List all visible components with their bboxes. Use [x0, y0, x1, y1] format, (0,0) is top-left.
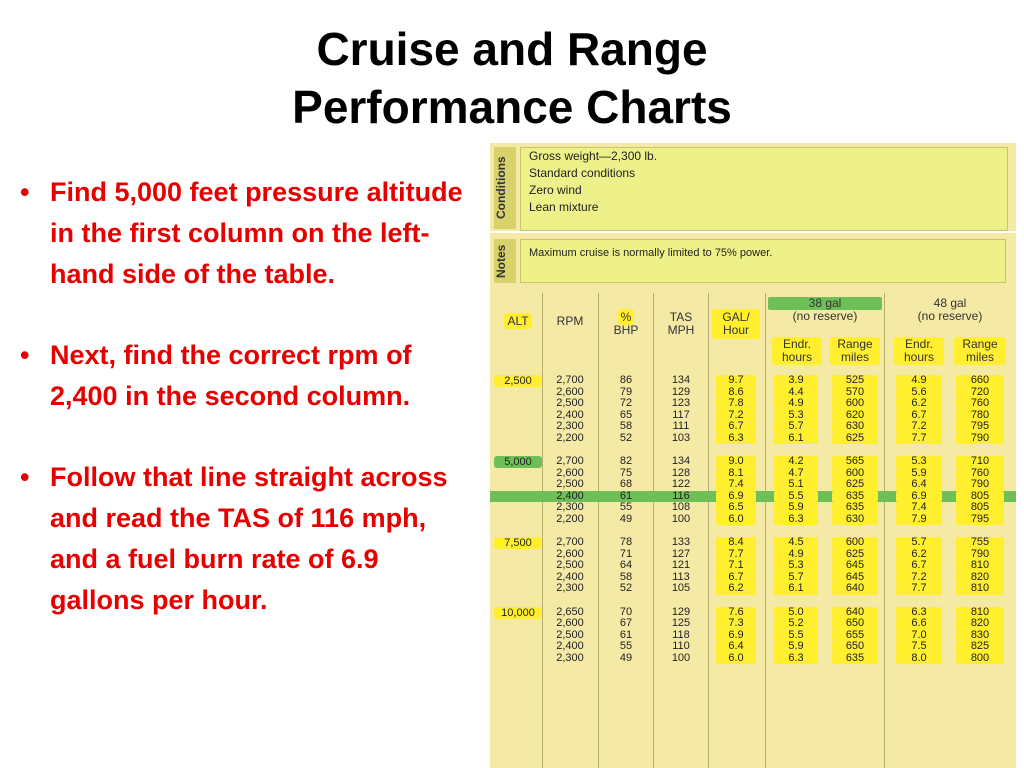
table-cell: 7.2 — [716, 410, 756, 422]
table-cell: 6.7 — [716, 421, 756, 433]
table-cell: 7.4 — [896, 502, 942, 514]
table-cell: 790 — [956, 433, 1004, 445]
bullet-item — [18, 335, 478, 417]
altitude-label: 7,500 — [494, 537, 542, 549]
table-cell: 4.2 — [774, 456, 818, 468]
table-cell: 49 — [619, 651, 633, 664]
table-cell: 600 — [832, 537, 878, 549]
table-cell: 6.2 — [716, 583, 756, 595]
table-cell: 9.7 — [716, 375, 756, 387]
table-cell: 7.7 — [896, 583, 942, 595]
table-cell: 2,700 — [556, 455, 584, 467]
table-cell: 127 — [671, 547, 691, 560]
table-cell: 6.2 — [896, 549, 942, 561]
table-cell: 755 — [956, 537, 1004, 549]
altitude-label: 5,000 — [494, 456, 542, 468]
table-row — [490, 641, 1016, 653]
table-cell: 4.9 — [896, 375, 942, 387]
table-cell: 635 — [832, 491, 878, 503]
table-cell: 780 — [956, 410, 1004, 422]
header-tas-1: TAS — [669, 310, 693, 324]
condition-line: Standard conditions — [529, 166, 636, 180]
table-cell: 2,300 — [556, 582, 584, 594]
table-row — [490, 375, 1016, 387]
table-cell: 67 — [619, 617, 633, 629]
bullet-dot-icon: • — [20, 340, 30, 370]
table-cell: 6.7 — [716, 572, 756, 584]
table-cell: 78 — [619, 536, 633, 548]
table-cell: 125 — [671, 617, 691, 629]
table-row — [490, 537, 1016, 549]
table-cell: 640 — [832, 583, 878, 595]
table-cell: 58 — [619, 420, 633, 432]
table-cell: 830 — [956, 630, 1004, 642]
table-cell: 8.1 — [716, 468, 756, 480]
table-cell: 5.6 — [896, 387, 942, 399]
header-endr-1: Endr. — [904, 337, 934, 351]
table-cell: 79 — [619, 385, 633, 398]
table-cell: 7.3 — [716, 618, 756, 630]
header-endr-2: hours — [903, 350, 935, 364]
table-cell: 75 — [619, 466, 633, 479]
bullet-list — [18, 172, 478, 661]
header-gal-2: Hour — [722, 323, 749, 337]
bullet-dot-icon: • — [20, 462, 30, 492]
table-row — [490, 456, 1016, 468]
table-cell: 4.7 — [774, 468, 818, 480]
table-row — [490, 398, 1016, 410]
header-range-1: Range — [962, 337, 998, 351]
table-row — [490, 502, 1016, 514]
table-cell: 5.3 — [774, 560, 818, 572]
table-row — [490, 421, 1016, 433]
table-cell: 710 — [956, 456, 1004, 468]
table-row — [490, 433, 1016, 445]
table-cell: 82 — [619, 455, 633, 467]
table-cell: 7.2 — [896, 421, 942, 433]
altitude-group — [490, 607, 1016, 665]
table-cell: 64 — [619, 559, 633, 571]
condition-line: Zero wind — [529, 183, 582, 197]
table-cell: 2,600 — [556, 466, 584, 479]
table-cell: 660 — [956, 375, 1004, 387]
table-cell: 134 — [671, 455, 691, 467]
header-range-2: miles — [965, 350, 994, 364]
header-alt: ALT — [504, 313, 531, 329]
table-cell: 49 — [619, 512, 633, 525]
table-cell: 570 — [832, 387, 878, 399]
table-cell: 4.4 — [774, 387, 818, 399]
notes-panel: Maximum cruise is normally limited to 75% power. — [520, 239, 1006, 283]
table-cell: 6.3 — [716, 433, 756, 445]
conditions-label: Conditions — [494, 147, 516, 229]
table-cell: 7.4 — [716, 479, 756, 491]
bullet-text: Find 5,000 feet pressure altitude in the first column on the left-hand side of the table. — [50, 177, 463, 289]
header-endr-2: hours — [781, 350, 813, 364]
table-cell: 123 — [671, 397, 691, 409]
table-cell: 6.1 — [774, 433, 818, 445]
header-rpm: RPM — [556, 314, 584, 328]
table-cell: 6.7 — [896, 410, 942, 422]
table-cell: 2,300 — [556, 651, 584, 664]
table-cell: 58 — [619, 570, 633, 583]
table-cell: 7.6 — [716, 607, 756, 619]
table-cell: 8.0 — [896, 653, 942, 665]
table-cell: 620 — [832, 410, 878, 422]
altitude-group — [490, 456, 1016, 525]
table-cell: 5.5 — [774, 491, 818, 503]
table-cell: 720 — [956, 387, 1004, 399]
table-cell: 2,400 — [556, 570, 584, 583]
table-cell: 86 — [619, 374, 633, 386]
header-48gal-sub: (no reserve) — [917, 309, 983, 323]
table-cell: 5.7 — [774, 572, 818, 584]
table-cell: 7.2 — [896, 572, 942, 584]
table-cell: 805 — [956, 491, 1004, 503]
table-cell: 795 — [956, 514, 1004, 526]
bullet-item — [18, 172, 478, 295]
table-cell: 525 — [832, 375, 878, 387]
table-row — [490, 618, 1016, 630]
table-cell: 121 — [671, 559, 691, 571]
table-cell: 645 — [832, 572, 878, 584]
table-cell: 129 — [671, 385, 691, 398]
table-cell: 5.7 — [774, 421, 818, 433]
table-cell: 5.9 — [774, 641, 818, 653]
table-cell: 128 — [671, 466, 691, 479]
table-cell: 2,300 — [556, 501, 584, 513]
table-cell: 72 — [619, 397, 633, 409]
title-line-2: Performance Charts — [292, 81, 732, 133]
table-row — [490, 479, 1016, 491]
table-cell: 800 — [956, 653, 1004, 665]
table-cell: 5.9 — [896, 468, 942, 480]
table-cell: 2,500 — [556, 397, 584, 409]
table-cell: 52 — [619, 582, 633, 594]
table-cell: 810 — [956, 560, 1004, 572]
bullet-text: Follow that line straight across and read the TAS of 116 mph, and a fuel burn rate of 6.9 gallons per hour. — [50, 462, 448, 615]
table-cell: 5.2 — [774, 618, 818, 630]
table-row — [490, 514, 1016, 526]
table-cell: 790 — [956, 479, 1004, 491]
table-cell: 118 — [672, 628, 690, 641]
header-range-1: Range — [837, 337, 873, 351]
table-cell: 810 — [956, 583, 1004, 595]
table-cell: 2,500 — [556, 478, 584, 490]
table-cell: 645 — [832, 560, 878, 572]
table-cell: 6.9 — [716, 491, 756, 503]
bullet-text: Next, find the correct rpm of 2,400 in the second column. — [50, 340, 412, 411]
table-cell: 640 — [832, 607, 878, 619]
table-cell: 625 — [832, 549, 878, 561]
table-cell: 2,600 — [556, 547, 584, 560]
table-cell: 6.9 — [716, 630, 756, 642]
table-header — [490, 293, 1016, 373]
table-row — [490, 653, 1016, 665]
header-gal-1: GAL/ — [722, 310, 750, 324]
table-cell: 6.2 — [896, 398, 942, 410]
table-cell: 820 — [956, 572, 1004, 584]
altitude-label: 2,500 — [494, 375, 542, 387]
bullet-item — [18, 457, 478, 621]
table-cell: 52 — [619, 431, 633, 444]
table-cell: 5.3 — [896, 456, 942, 468]
table-cell: 71 — [619, 547, 633, 560]
altitude-label: 10,000 — [494, 607, 542, 619]
table-cell: 2,400 — [556, 408, 584, 421]
table-cell: 5.9 — [774, 502, 818, 514]
table-cell: 7.7 — [716, 549, 756, 561]
table-cell: 7.8 — [716, 398, 756, 410]
table-cell: 5.5 — [774, 630, 818, 642]
table-cell: 6.1 — [774, 583, 818, 595]
table-cell: 117 — [672, 408, 690, 421]
table-cell: 6.7 — [896, 560, 942, 572]
altitude-group — [490, 537, 1016, 595]
table-cell: 5.7 — [896, 537, 942, 549]
table-cell: 600 — [832, 398, 878, 410]
table-cell: 7.0 — [896, 630, 942, 642]
table-cell: 825 — [956, 641, 1004, 653]
performance-table — [490, 143, 1016, 768]
table-cell: 2,500 — [556, 628, 584, 641]
table-cell: 625 — [832, 433, 878, 445]
table-cell: 635 — [832, 502, 878, 514]
table-cell: 6.0 — [716, 514, 756, 526]
table-cell: 3.9 — [774, 375, 818, 387]
table-cell: 122 — [671, 478, 691, 490]
table-cell: 70 — [619, 605, 633, 618]
condition-line: Gross weight—2,300 lb. — [529, 149, 658, 163]
notes-label: Notes — [494, 239, 516, 283]
table-cell: 110 — [672, 640, 690, 652]
table-cell: 65 — [619, 408, 633, 421]
table-cell: 108 — [671, 501, 691, 513]
table-cell: 820 — [956, 618, 1004, 630]
header-bhp-2: BHP — [613, 323, 639, 337]
table-cell: 8.4 — [716, 537, 756, 549]
header-tas-2: MPH — [667, 323, 695, 337]
table-cell: 760 — [956, 398, 1004, 410]
table-cell: 565 — [832, 456, 878, 468]
table-cell: 650 — [832, 618, 878, 630]
condition-line: Lean mixture — [529, 200, 599, 214]
table-cell: 2,500 — [556, 559, 584, 571]
table-row — [490, 583, 1016, 595]
table-cell: 100 — [671, 512, 691, 525]
table-cell: 4.5 — [774, 537, 818, 549]
table-cell: 5.3 — [774, 410, 818, 422]
table-cell: 129 — [671, 605, 691, 618]
table-cell: 2,600 — [556, 385, 584, 398]
conditions-panel — [520, 147, 1008, 231]
table-cell: 55 — [619, 501, 633, 513]
header-bhp-1: % — [618, 309, 635, 325]
table-cell: 6.3 — [774, 653, 818, 665]
table-body — [490, 375, 1016, 676]
table-cell: 5.0 — [774, 607, 818, 619]
table-cell: 7.1 — [716, 560, 756, 572]
table-cell: 100 — [671, 651, 691, 664]
header-38gal: 38 gal — [768, 297, 882, 310]
table-cell: 790 — [956, 549, 1004, 561]
table-cell: 2,700 — [556, 374, 584, 386]
table-cell: 600 — [832, 468, 878, 480]
table-cell: 650 — [832, 641, 878, 653]
table-cell: 6.4 — [716, 641, 756, 653]
table-cell: 795 — [956, 421, 1004, 433]
table-cell: 61 — [619, 628, 633, 641]
table-cell: 6.4 — [896, 479, 942, 491]
table-cell: 635 — [832, 653, 878, 665]
table-cell: 810 — [956, 607, 1004, 619]
table-cell: 7.5 — [896, 641, 942, 653]
table-cell: 103 — [671, 431, 691, 444]
table-cell: 9.0 — [716, 456, 756, 468]
table-cell: 630 — [832, 421, 878, 433]
table-cell: 61 — [619, 489, 633, 502]
table-cell: 2,650 — [556, 605, 584, 618]
table-cell: 2,200 — [556, 512, 584, 525]
table-cell: 625 — [832, 479, 878, 491]
bullet-dot-icon: • — [20, 177, 30, 207]
table-cell: 2,400 — [556, 489, 584, 502]
table-cell: 655 — [832, 630, 878, 642]
table-cell: 6.3 — [896, 607, 942, 619]
table-cell: 7.9 — [896, 514, 942, 526]
table-cell: 2,700 — [556, 536, 584, 548]
table-cell: 116 — [672, 489, 690, 502]
header-48gal: 48 gal — [933, 296, 967, 310]
table-cell: 760 — [956, 468, 1004, 480]
header-38gal-sub: (no reserve) — [792, 309, 858, 323]
table-cell: 2,600 — [556, 617, 584, 629]
table-cell: 2,400 — [556, 640, 584, 652]
table-cell: 6.5 — [716, 502, 756, 514]
table-cell: 55 — [619, 640, 633, 652]
table-cell: 7.7 — [896, 433, 942, 445]
table-cell: 4.9 — [774, 549, 818, 561]
table-cell: 6.0 — [716, 653, 756, 665]
table-cell: 630 — [832, 514, 878, 526]
table-cell: 2,300 — [556, 420, 584, 432]
table-cell: 6.3 — [774, 514, 818, 526]
table-row — [490, 560, 1016, 572]
table-cell: 111 — [672, 420, 690, 432]
slide-title — [0, 20, 1024, 136]
table-cell: 105 — [671, 582, 691, 594]
table-cell: 68 — [619, 478, 633, 490]
table-cell: 134 — [671, 374, 691, 386]
table-cell: 113 — [672, 570, 690, 583]
table-cell: 805 — [956, 502, 1004, 514]
table-cell: 4.9 — [774, 398, 818, 410]
table-cell: 6.9 — [896, 491, 942, 503]
table-cell: 2,200 — [556, 431, 584, 444]
header-range-2: miles — [840, 350, 869, 364]
altitude-group — [490, 375, 1016, 444]
table-cell: 5.1 — [774, 479, 818, 491]
conditions-box — [490, 143, 1016, 233]
header-endr-1: Endr. — [782, 337, 812, 351]
title-line-1: Cruise and Range — [316, 23, 708, 75]
table-cell: 133 — [671, 536, 691, 548]
table-cell: 6.6 — [896, 618, 942, 630]
table-cell: 8.6 — [716, 387, 756, 399]
